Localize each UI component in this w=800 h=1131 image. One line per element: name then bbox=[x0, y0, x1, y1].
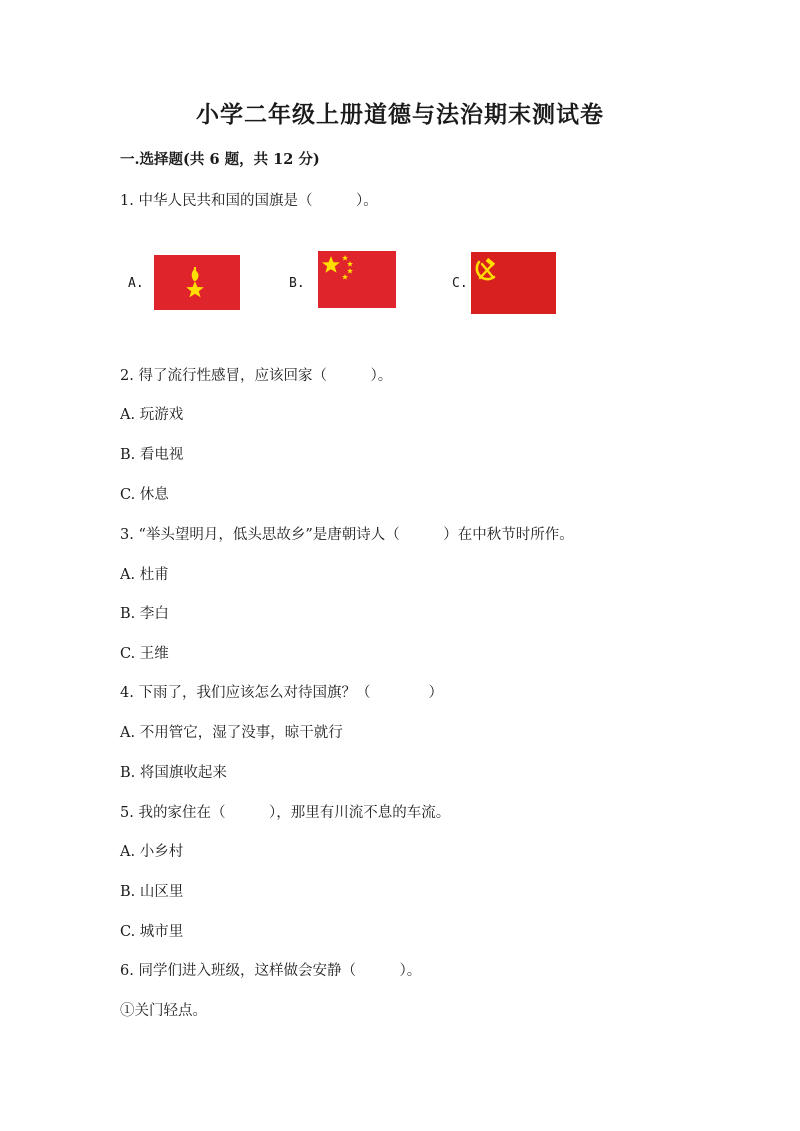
question-5-stem: 5. 我的家住在（ ），那里有川流不息的车流。 bbox=[120, 805, 451, 821]
q2-option-c: C. 休息 bbox=[120, 487, 169, 503]
question-4-stem: 4. 下雨了，我们应该怎么对待国旗？（ ） bbox=[120, 685, 443, 701]
q1-option-b-label: B. bbox=[289, 276, 305, 291]
question-2-stem: 2. 得了流行性感冒，应该回家（ ）。 bbox=[120, 368, 393, 384]
q1-option-c-label: C. bbox=[452, 276, 468, 291]
q5-option-c: C. 城市里 bbox=[120, 924, 184, 940]
q3-option-b: B. 李白 bbox=[120, 606, 169, 622]
hammer-and-sickle-flag-icon bbox=[471, 252, 556, 314]
young-pioneers-flag-icon bbox=[154, 255, 240, 310]
q1-option-a-label: A. bbox=[128, 276, 144, 291]
q2-option-b: B. 看电视 bbox=[120, 447, 184, 463]
five-star-red-flag-icon bbox=[318, 251, 396, 308]
q6-option-1: ①关门轻点。 bbox=[120, 1003, 207, 1019]
question-3-stem: 3. “举头望明月，低头思故乡”是唐朝诗人（ ）在中秋节时所作。 bbox=[120, 527, 574, 543]
question-1-stem: 1. 中华人民共和国的国旗是（ ）。 bbox=[120, 193, 378, 209]
q2-option-a: A. 玩游戏 bbox=[120, 407, 184, 423]
q3-option-a: A. 杜甫 bbox=[120, 567, 169, 583]
page-title: 小学二年级上册道德与法治期末测试卷 bbox=[196, 101, 604, 128]
q5-option-b: B. 山区里 bbox=[120, 884, 184, 900]
section-heading: 一.选择题(共 6 题，共 12 分) bbox=[120, 151, 320, 168]
question-6-stem: 6. 同学们进入班级，这样做会安静（ ）。 bbox=[120, 963, 422, 979]
q5-option-a: A. 小乡村 bbox=[120, 844, 184, 860]
q4-option-a: A. 不用管它，湿了没事，晾干就行 bbox=[120, 725, 343, 741]
q3-option-c: C. 王维 bbox=[120, 646, 169, 662]
q4-option-b: B. 将国旗收起来 bbox=[120, 765, 227, 781]
